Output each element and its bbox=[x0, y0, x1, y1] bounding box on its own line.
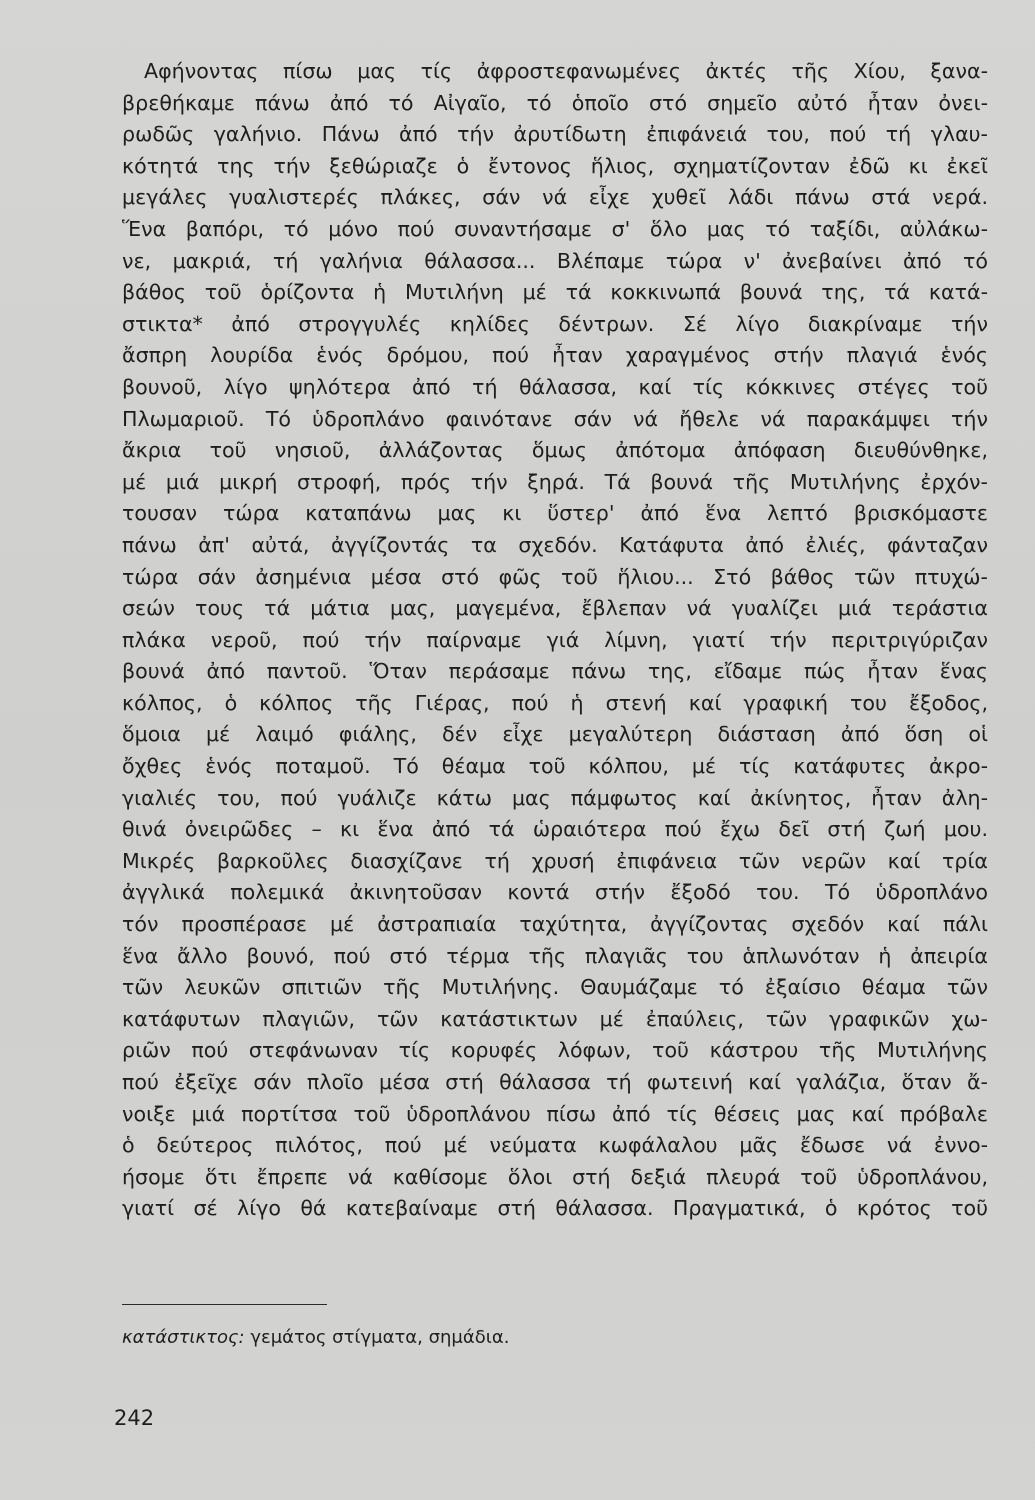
footnote bbox=[122, 1325, 509, 1351]
body-text-line: ἀγγλικά πολεμικά ἀκινητοῦσαν κοντά στήν ἔξοδό του. Τό ὑδροπλάνο bbox=[122, 880, 988, 905]
body-text-line: νε, μακριά, τή γαλήνια θάλασσα... Βλέπαμε τώρα ν' ἀνεβαίνει ἀπό τό bbox=[122, 248, 988, 273]
footnote-separator bbox=[122, 1304, 327, 1305]
body-text-line: κατάφυτων πλαγιῶν, τῶν κατάστικτων μέ ἐπαύλεις, τῶν γραφικῶν χω- bbox=[122, 1006, 988, 1031]
footnote-term: κατάστικτος: bbox=[122, 1327, 245, 1348]
body-text-line: ήσομε ὅτι ἔπρεπε νά καθίσομε ὅλοι στή δεξιά πλευρά τοῦ ὑδροπλάνου, bbox=[122, 1164, 988, 1189]
body-text-line: στικτα* ἀπό στρογγυλές κηλίδες δέντρων. Σέ λίγο διακρίναμε τήν bbox=[122, 311, 988, 336]
body-text-line: πού ἐξεῖχε σάν πλοῖο μέσα στή θάλασσα τή φωτεινή καί γαλάζια, ὅταν ἄ- bbox=[122, 1070, 988, 1094]
body-text-line: τουσαν τώρα καταπάνω μας κι ὕστερ' ἀπό ἕνα λεπτό βρισκόμαστε bbox=[122, 501, 988, 526]
body-text-line: τώρα σάν ἀσημένια μέσα στό φῶς τοῦ ἥλιου... Στό βάθος τῶν πτυχώ- bbox=[122, 564, 988, 589]
body-text-line: σεών τους τά μάτια μας, μαγεμένα, ἔβλεπαν νά γυαλίζει μιά τεράστια bbox=[122, 596, 988, 621]
body-text-line: μέ μιά μικρή στροφή, πρός τήν ξηρά. Τά βουνά τῆς Μυτιλήνης ἐρχόν- bbox=[122, 469, 988, 494]
body-text-line: βάθος τοῦ ὁρίζοντα ἡ Μυτιλήνη μέ τά κοκκινωπά βουνά της, τά κατά- bbox=[122, 280, 988, 305]
body-text-line: μεγάλες γυαλιστερές πλάκες, σάν νά εἶχε χυθεῖ λάδι πάνω στά νερά. bbox=[122, 185, 988, 210]
body-text-line: βουνά ἀπό παντοῦ. Ὅταν περάσαμε πάνω της, εἴδαμε πώς ἦταν ἕνας bbox=[122, 659, 988, 684]
body-text-line: ἄσπρη λουρίδα ἑνός δρόμου, πού ἦταν χαραγμένος στήν πλαγιά ἑνός bbox=[122, 343, 988, 368]
body-text-line: γιαλιές του, πού γυάλιζε κάτω μας πάμφωτος καί ἀκίνητος, ἦταν ἀλη- bbox=[122, 785, 988, 810]
body-text-line: τόν προσπέρασε μέ ἀστραπιαία ταχύτητα, ἀγγίζοντας σχεδόν καί πάλι bbox=[122, 912, 988, 937]
body-text-line: Πλωμαριοῦ. Τό ὑδροπλάνο φαινότανε σάν νά ἤθελε νά παρακάμψει τήν bbox=[122, 406, 988, 431]
body-text-line: ἕνα ἄλλο βουνό, πού στό τέρμα τῆς πλαγιᾶς του ἁπλωνόταν ἡ ἀπειρία bbox=[122, 943, 988, 968]
body-text-line: Αφήνοντας πίσω μας τίς ἀφροστεφανωμένες ἀκτές τῆς Χίου, ξανα- bbox=[144, 59, 988, 83]
body-text-line: Μικρές βαρκοῦλες διασχίζανε τή χρυσή ἐπιφάνεια τῶν νερῶν καί τρία bbox=[122, 848, 988, 873]
body-text-line: γιατί σέ λίγο θά κατεβαίναμε στή θάλασσα. Πραγματικά, ὁ κρότος τοῦ bbox=[122, 1196, 988, 1221]
body-text-line: πλάκα νεροῦ, πού τήν παίρναμε γιά λίμνη, γιατί τήν περιτριγύριζαν bbox=[122, 627, 988, 652]
body-text-line: θινά ὀνειρῶδες – κι ἕνα ἀπό τά ὡραιότερα πού ἔχω δεῖ στή ζωή μου. bbox=[122, 817, 988, 842]
body-text-line: ἄκρια τοῦ νησιοῦ, ἀλλάζοντας ὅμως ἀπότομα ἀπόφαση διευθύνθηκε, bbox=[122, 438, 988, 463]
body-text-line: ὄχθες ἑνός ποταμοῦ. Τό θέαμα τοῦ κόλπου, μέ τίς κατάφυτες ἀκρο- bbox=[122, 754, 988, 779]
body-text-line: κόλπος, ὁ κόλπος τῆς Γιέρας, πού ἡ στενή καί γραφική του ἔξοδος, bbox=[122, 690, 988, 715]
body-text-line: βρεθήκαμε πάνω ἀπό τό Αἰγαῖο, τό ὁποῖο στό σημεῖο αὐτό ἦταν ὀνει- bbox=[122, 90, 988, 115]
body-text bbox=[122, 56, 988, 1225]
page-number: 242 bbox=[114, 1406, 155, 1430]
body-text-line: ὁ δεύτερος πιλότος, πού μέ νεύματα κωφάλαλου μᾶς ἔδωσε νά ἐννο- bbox=[122, 1133, 988, 1158]
body-text-line: τῶν λευκῶν σπιτιῶν τῆς Μυτιλήνης. Θαυμάζαμε τό ἐξαίσιο θέαμα τῶν bbox=[122, 975, 988, 1000]
body-text-line: ρωδῶς γαλήνιο. Πάνω ἀπό τήν ἀρυτίδωτη ἐπιφάνειά του, πού τή γλαυ- bbox=[122, 122, 988, 147]
body-text-line: βουνοῦ, λίγο ψηλότερα ἀπό τή θάλασσα, καί τίς κόκκινες στέγες τοῦ bbox=[122, 374, 988, 399]
body-text-line: ριῶν πού στεφάνωναν τίς κορυφές λόφων, τοῦ κάστρου τῆς Μυτιλήνης bbox=[122, 1038, 988, 1063]
body-text-line: Ἕνα βαπόρι, τό μόνο πού συναντήσαμε σ' ὅλο μας τό ταξίδι, αὐλάκω- bbox=[122, 216, 988, 241]
body-text-line: κότητά της τήν ξεθώριαζε ὁ ἔντονος ἥλιος, σχηματίζονταν ἐδῶ κι ἐκεῖ bbox=[122, 153, 988, 178]
body-text-line: νοιξε μιά πορτίτσα τοῦ ὑδροπλάνου πίσω ἀπό τίς θέσεις μας καί πρόβαλε bbox=[122, 1101, 988, 1126]
footnote-definition: γεμάτος στίγματα, σημάδια. bbox=[244, 1327, 510, 1348]
body-text-line: ὅμοια μέ λαιμό φιάλης, δέν εἶχε μεγαλύτερη διάσταση ἀπό ὅση οἱ bbox=[122, 722, 988, 747]
body-text-line: πάνω ἀπ' αὐτά, ἀγγίζοντάς τα σχεδόν. Κατάφυτα ἀπό ἐλιές, φάνταζαν bbox=[122, 532, 988, 557]
